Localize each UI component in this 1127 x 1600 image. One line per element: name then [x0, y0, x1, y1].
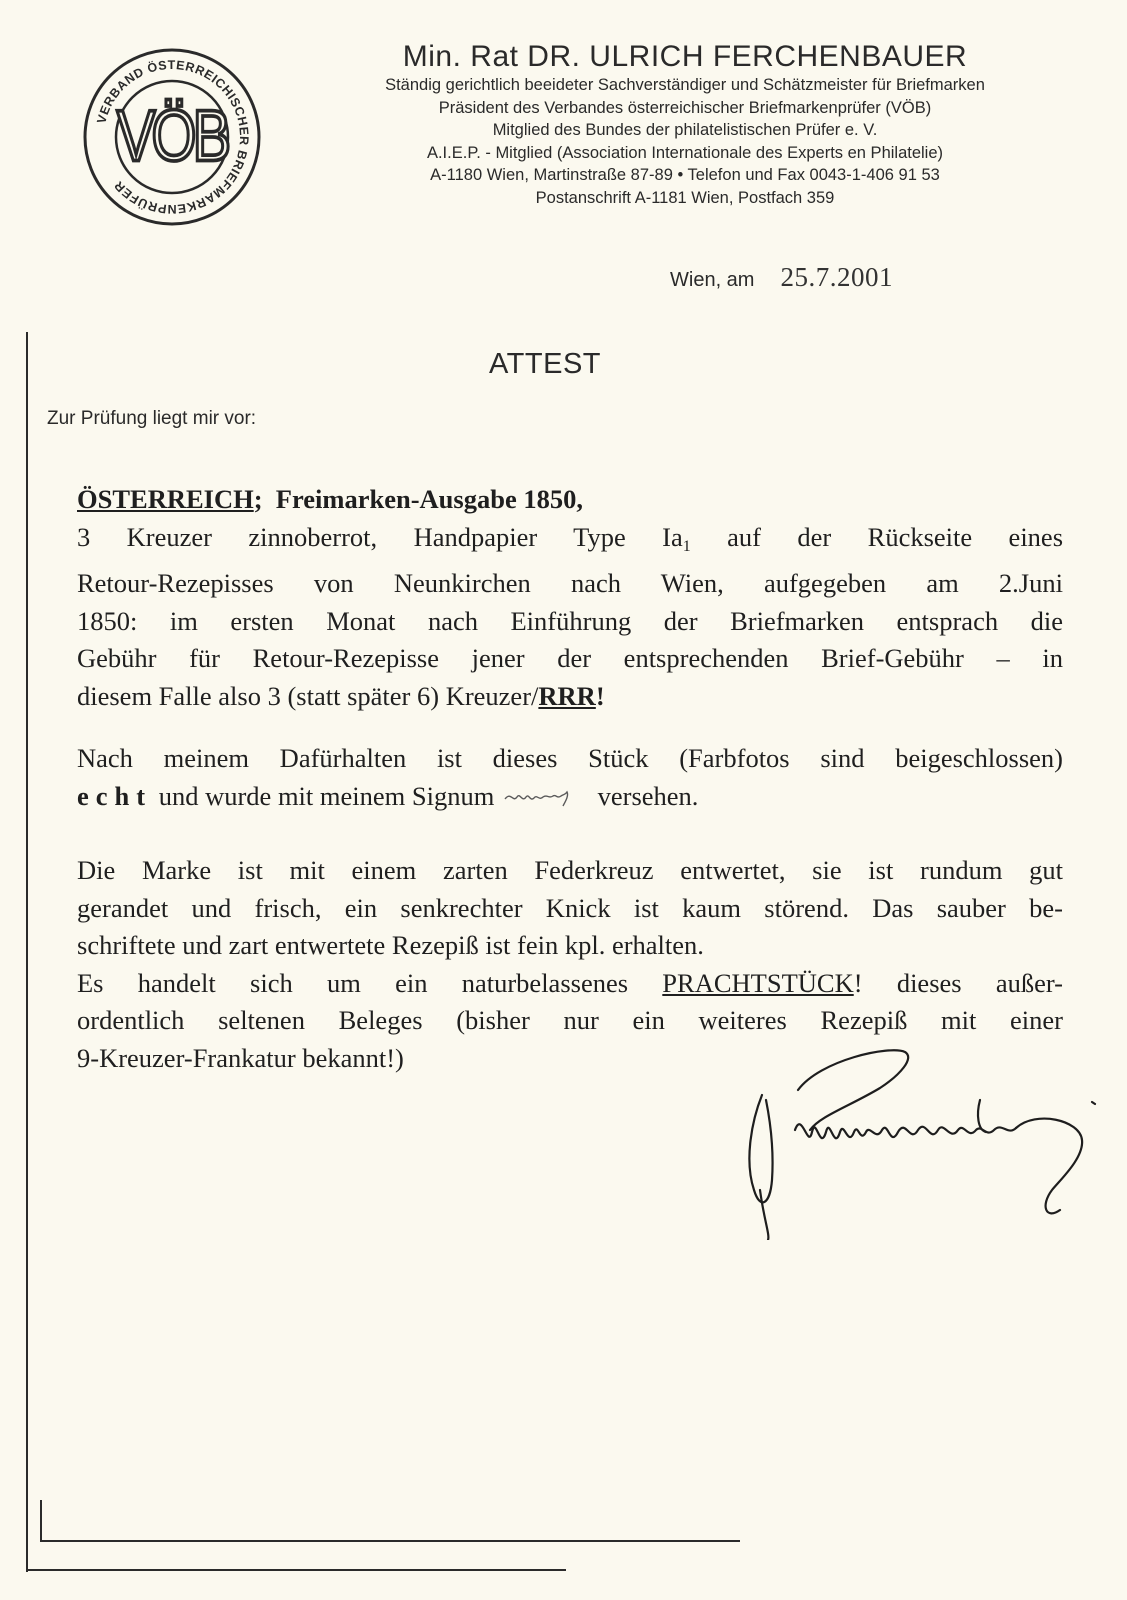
rarity-mark: RRR	[538, 680, 596, 711]
date-label: Wien, am	[670, 269, 755, 291]
text-line: Gebühr für Retour-Rezepisse jener der entsprechenden Brief-Gebühr – in	[77, 643, 1063, 673]
svg-text:VÖB: VÖB	[116, 95, 228, 177]
letterhead-line: Mitglied des Bundes der philatelistischen Prüfer e. V.	[492, 121, 878, 139]
margin-line	[40, 1500, 42, 1542]
item-description	[77, 481, 1063, 715]
prachtstueck-word: PRACHTSTÜCK	[662, 967, 854, 998]
svg-text:VERBAND ÖSTERREICHISCHER BRIEF: VERBAND ÖSTERREICHISCHER BRIEFMARKENPRÜFER	[94, 57, 252, 217]
text-line: ordentlich seltenen Beleges (bisher nur ein weiteres Rezepiß mit einer	[77, 1005, 1063, 1035]
letterhead-line: Postanschrift A-1181 Wien, Postfach 359	[535, 188, 835, 207]
document-title: ATTEST	[488, 348, 602, 380]
text-line: echt und wurde mit meinem Signum versehen.	[77, 780, 699, 811]
text-line: Es handelt sich um ein naturbelassenes PRACHTSTÜCK! dieses außer-	[77, 967, 1063, 998]
handwritten-signature	[740, 1040, 1110, 1240]
country-name: ÖSTERREICH	[77, 484, 254, 514]
intro-text: Zur Prüfung liegt mir vor:	[47, 408, 257, 429]
letterhead-line: Präsident des Verbandes österreichischer Briefmarkenprüfer (VÖB)	[438, 98, 932, 117]
text-line: schriftete und zart entwertete Rezepiß ist fein kpl. erhalten.	[77, 930, 704, 960]
text-line: gerandet und frisch, ein senkrechter Knick ist kaum störend. Das sauber be-	[77, 892, 1063, 923]
text-line: 9-Kreuzer-Frankatur bekannt!)	[77, 1042, 404, 1073]
expert-name: Min. Rat DR. ULRICH FERCHENBAUER	[402, 40, 968, 73]
text-line: diesem Falle also 3 (statt später 6) Kreuzer/RRR!	[77, 680, 605, 711]
letterhead-line: Ständig gerichtlich beeideter Sachverständiger und Schätzmeister für Briefmarken	[385, 76, 985, 94]
voeb-seal-logo	[82, 47, 262, 227]
item-heading: ÖSTERREICH; Freimarken-Ausgabe 1850,	[77, 484, 583, 514]
signum-mark	[501, 783, 591, 811]
authenticity-statement	[77, 740, 1063, 815]
margin-line	[26, 332, 28, 1572]
text-line: Die Marke ist mit einem zarten Federkreuz entwertet, sie ist rundum gut	[77, 855, 1063, 885]
echt-word: echt	[77, 780, 153, 811]
date-row	[670, 262, 893, 293]
letterhead-line: A-1180 Wien, Martinstraße 87-89 • Telefon und Fax 0043-1-406 91 53	[430, 166, 940, 184]
bottom-line	[26, 1569, 566, 1571]
text-line: Nach meinem Dafürhalten ist dieses Stück (Farbfotos sind beigeschlossen)	[77, 743, 1063, 773]
text-line: 3 Kreuzer zinnoberrot, Handpapier Type $Ia_1$ auf der Rückseite eines	[77, 521, 1064, 555]
text-line: 1850: im ersten Monat nach Einführung der Briefmarken entsprach die	[77, 605, 1063, 636]
letterhead	[270, 40, 1100, 209]
letterhead-line: A.I.E.P. - Mitglied (Association Internationale des Experts en Philatelie)	[426, 143, 944, 162]
issue-name: Freimarken-Ausgabe 1850,	[275, 484, 583, 514]
date-value: 25.7.2001	[780, 262, 893, 292]
bottom-line	[40, 1540, 740, 1542]
text-line: Retour-Rezepisses von Neunkirchen nach Wien, aufgegeben am 2.Juni	[77, 568, 1063, 598]
